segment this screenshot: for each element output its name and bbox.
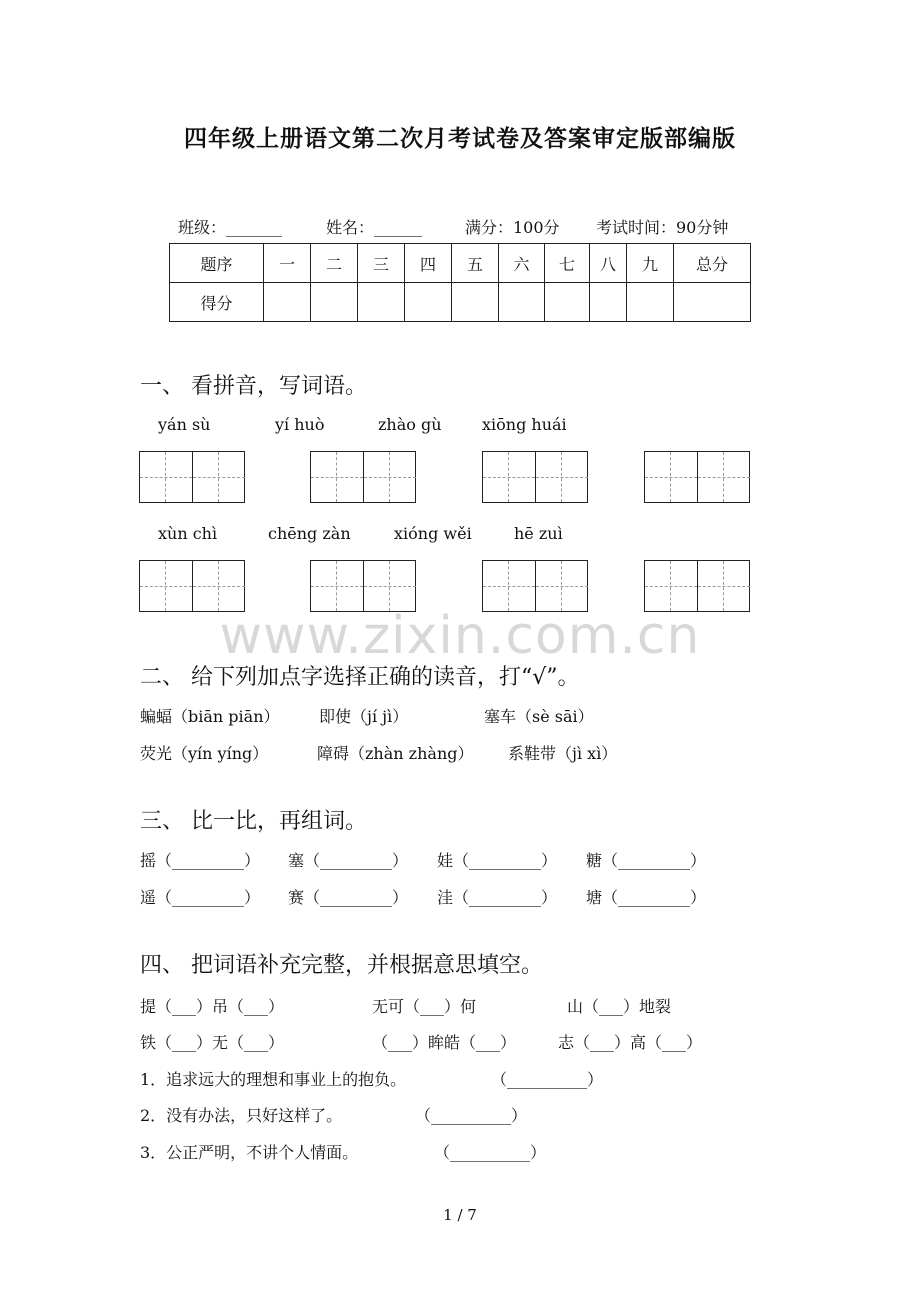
question-1: 1．追求远大的理想和事业上的抱负。: [140, 1070, 407, 1089]
writing-grid[interactable]: [482, 451, 588, 503]
name-field: 姓名：______: [326, 218, 423, 237]
pinyin-label: xióng wěi: [394, 524, 472, 543]
score-input-cell[interactable]: [627, 283, 674, 322]
exam-time: 考试时间：90分钟: [596, 218, 729, 237]
page-title: 四年级上册语文第二次月考试卷及答案审定版部编版: [184, 125, 736, 152]
pinyin-label: zhào gù: [378, 415, 442, 434]
pinyin-label: yán sù: [158, 415, 211, 434]
class-field: 班级：_______: [178, 218, 283, 237]
page-number: 1 / 7: [443, 1206, 477, 1224]
score-input-cell[interactable]: [358, 283, 405, 322]
section4-heading: 四、 把词语补充完整，并根据意思填空。: [140, 953, 543, 978]
writing-grid[interactable]: [644, 560, 750, 612]
score-input-cell[interactable]: [545, 283, 590, 322]
writing-grid[interactable]: [310, 451, 416, 503]
score-header-cell: 总分: [674, 244, 751, 283]
score-header-cell: 五: [452, 244, 499, 283]
word-compare-item: 遥（_________）: [140, 888, 261, 907]
score-row-label: 得分: [170, 283, 264, 322]
word-compare-item: 糖（_________）: [586, 851, 707, 870]
word-compare-item: 摇（_________）: [140, 851, 261, 870]
score-header-cell: 六: [499, 244, 545, 283]
writing-grid[interactable]: [482, 560, 588, 612]
pronunciation-item: 塞车（sè sāi）: [484, 707, 594, 726]
score-input-cell[interactable]: [264, 283, 311, 322]
writing-grid[interactable]: [310, 560, 416, 612]
score-table-score-row: [170, 283, 751, 322]
word-compare-item: 洼（_________）: [437, 888, 558, 907]
answer-blank-2[interactable]: （__________）: [415, 1106, 528, 1125]
pinyin-label: hē zuì: [514, 524, 563, 543]
writing-grid[interactable]: [139, 560, 245, 612]
score-header-cell: 八: [590, 244, 627, 283]
question-2: 2．没有办法，只好这样了。: [140, 1106, 343, 1125]
pinyin-label: chēng zàn: [268, 524, 351, 543]
score-header-cell: 一: [264, 244, 311, 283]
pronunciation-item: 系鞋带（jì xì）: [508, 744, 618, 763]
score-input-cell[interactable]: [590, 283, 627, 322]
score-input-cell[interactable]: [405, 283, 452, 322]
pronunciation-item: 即使（jí jì）: [319, 707, 409, 726]
score-input-cell[interactable]: [499, 283, 545, 322]
idiom-item: 铁（___）无（___）: [140, 1033, 285, 1052]
watermark: www.zixin.com.cn: [219, 606, 701, 666]
score-header-cell: 四: [405, 244, 452, 283]
section3-heading: 三、 比一比，再组词。: [140, 809, 367, 834]
score-input-cell[interactable]: [311, 283, 358, 322]
pinyin-label: xiōng huái: [482, 415, 567, 434]
pinyin-label: xùn chì: [158, 524, 218, 543]
pronunciation-item: 蝙蝠（biān piān）: [140, 707, 280, 726]
score-table: [169, 243, 751, 322]
idiom-item: 无可（___）何: [372, 997, 477, 1016]
pronunciation-item: 障碍（zhàn zhàng）: [317, 744, 474, 763]
score-header-cell: 二: [311, 244, 358, 283]
score-header-cell: 七: [545, 244, 590, 283]
answer-blank-3[interactable]: （__________）: [434, 1143, 547, 1162]
question-3: 3．公正严明，不讲个人情面。: [140, 1143, 359, 1162]
word-compare-item: 塞（_________）: [288, 851, 409, 870]
writing-grid[interactable]: [644, 451, 750, 503]
word-compare-item: 娃（_________）: [437, 851, 558, 870]
writing-grid[interactable]: [139, 451, 245, 503]
idiom-item: 志（___）高（___）: [558, 1033, 703, 1052]
score-header-cell: 九: [627, 244, 674, 283]
score-input-cell[interactable]: [452, 283, 499, 322]
pronunciation-item: 荧光（yín yíng）: [140, 744, 269, 763]
word-compare-item: 塘（_________）: [586, 888, 707, 907]
word-compare-item: 赛（_________）: [288, 888, 409, 907]
section2-heading: 二、 给下列加点字选择正确的读音，打“√”。: [140, 665, 580, 690]
section1-heading: 一、 看拼音，写词语。: [140, 374, 367, 399]
answer-blank-1[interactable]: （__________）: [491, 1070, 604, 1089]
score-header-cell: 题序: [170, 244, 264, 283]
idiom-item: （___）眸皓（___）: [372, 1033, 517, 1052]
pinyin-label: yí huò: [275, 415, 325, 434]
score-header-cell: 三: [358, 244, 405, 283]
idiom-item: 提（___）吊（___）: [140, 997, 285, 1016]
score-table-header-row: [170, 244, 751, 283]
idiom-item: 山（___）地裂: [567, 997, 672, 1016]
full-score: 满分：100分: [465, 218, 560, 237]
score-input-cell[interactable]: [674, 283, 751, 322]
